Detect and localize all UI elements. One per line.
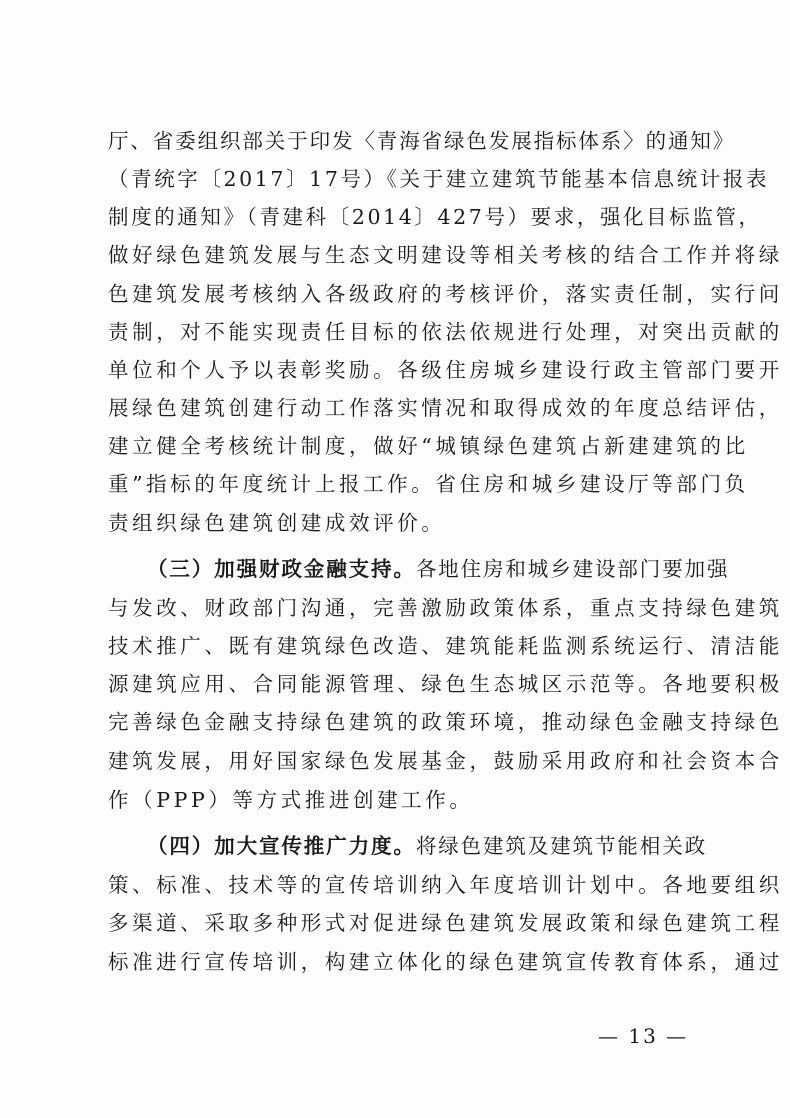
text-line: 作（PPP）等方式推进创建工作。 [108, 788, 474, 812]
section-3-text: 各地住房和城乡建设部门要加强 [415, 557, 730, 581]
page-number: — 13 — [598, 1024, 689, 1048]
text-line: 源建筑应用、合同能源管理、绿色生态城区示范等。各地要积极 [108, 672, 783, 696]
text-line: 策、标准、技术等的宣传培训纳入年度培训计划中。各地要组织 [108, 873, 783, 897]
text-line: 责制，对不能实现责任目标的依法依规进行处理，对突出贡献的 [108, 320, 783, 344]
text-line: 展绿色建筑创建行动工作落实情况和取得成效的年度总结评估， [108, 396, 783, 420]
text-line: 单位和个人予以表彰奖励。各级住房城乡建设行政主管部门要开 [108, 358, 783, 382]
text-line: 重”指标的年度统计上报工作。省住房和城乡建设厅等部门负 [108, 472, 749, 496]
text-line: 厅、省委组织部关于印发〈青海省绿色发展指标体系〉的通知》 [108, 129, 736, 153]
section-3-heading: （三）加强财政金融支持。 [147, 557, 416, 581]
section-3-first-line [147, 555, 730, 583]
section-4-heading: （四）加大宣传推广力度。 [147, 834, 416, 858]
text-line: （青统字〔2017〕17号）《关于建立建筑节能基本信息统计报表 [108, 167, 770, 191]
text-line: 责组织绿色建筑创建成效评价。 [108, 511, 446, 535]
section-4-text: 将绿色建筑及建筑节能相关政 [415, 834, 708, 858]
text-line: 做好绿色建筑发展与生态文明建设等相关考核的结合工作并将绿 [108, 243, 783, 267]
text-line: 色建筑发展考核纳入各级政府的考核评价，落实责任制，实行问 [108, 282, 783, 306]
text-line: 多渠道、采取多种形式对促进绿色建筑发展政策和绿色建筑工程 [108, 911, 783, 935]
section-4-first-line [147, 832, 708, 860]
text-line: 标准进行宣传培训，构建立体化的绿色建筑宣传教育体系，通过 [108, 950, 783, 974]
text-line: 技术推广、既有建筑绿色改造、建筑能耗监测系统运行、清洁能 [108, 634, 783, 658]
text-line: 建筑发展，用好国家绿色发展基金，鼓励采用政府和社会资本合 [108, 749, 783, 773]
text-line: 完善绿色金融支持绿色建筑的政策环境，推动绿色金融支持绿色 [108, 710, 783, 734]
text-line: 建立健全考核统计制度，做好“城镇绿色建筑占新建建筑的比 [108, 434, 749, 458]
text-line: 制度的通知》（青建科〔2014〕427号）要求，强化目标监管， [108, 205, 762, 229]
text-line: 与发改、财政部门沟通，完善激励政策体系，重点支持绿色建筑 [108, 596, 783, 620]
